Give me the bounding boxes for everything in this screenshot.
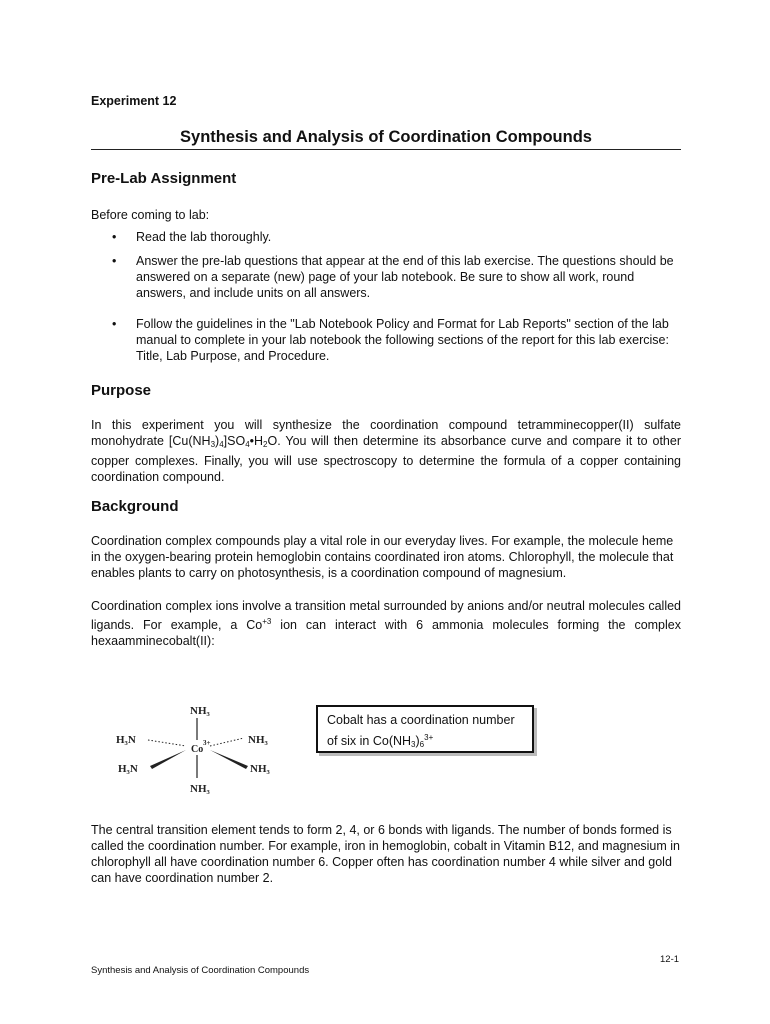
bond-right-lower-wedge [210,750,248,769]
bond-right-upper [210,738,244,746]
background-heading: Background [91,498,179,515]
bullet-icon: • [112,254,117,268]
bullet-text: Answer the pre-lab questions that appear at the end of this lab exercise. The questions should be answered on a separate (new) page of your lab notebook. Be sure to show all work, round answers, and include units on all answers. [136,254,674,300]
purpose-text: •H [249,434,264,448]
ligand-right-lower-label: NH₃ [250,763,270,775]
bond-left-lower-wedge [150,750,186,769]
subscript: 4 [245,440,250,449]
prelab-heading: Pre-Lab Assignment [91,170,237,187]
purpose-text: O. You will then determine its absorbance curve and compare it to other copper complexes. Finally, you will use spectroscopy to determine the formula of a copper containing coordination compound. [91,434,681,484]
background-paragraph-1: Coordination complex compounds play a vital role in our everyday lives. For example, the molecule heme in the oxygen-bearing protein hemoglobin contains coordinated iron atoms. Chlorophyll, the molecule that enables plants to carry on photosynthesis, is a coordination compound of magnesium. [91,534,674,580]
callout-line-2 [327,729,532,754]
prelab-intro: Before coming to lab: [91,208,210,222]
bond-left-upper [148,740,186,746]
superscript: +3 [262,617,272,626]
ligand-bottom-label: NH₃ [190,783,210,795]
cobalt-charge-label: 3+ [203,739,211,747]
background-text: Coordination complex ions involve a transition metal surrounded by anions and/or neutral molecules called ligands. For example, a Co [91,599,681,632]
purpose-text: In this experiment you will synthesize the coordination compound tetramminecopper(II) sulfate monohydrate [Cu(NH [91,418,681,448]
callout-text: of six in Co(NH [327,734,412,748]
subscript: 3 [411,740,416,749]
bullet-icon: • [112,230,117,244]
subscript: 6 [419,740,425,749]
subscript: 3 [210,440,216,449]
superscript: 3+ [424,733,434,742]
cobalt-center-label: Co [191,744,204,755]
purpose-heading: Purpose [91,382,152,399]
title-divider [91,149,681,150]
subscript: 2 [263,440,268,449]
purpose-paragraph [91,417,681,485]
coordination-callout-box [316,705,534,753]
bullet-text: Read the lab thoroughly. [136,230,272,244]
subscript: 4 [219,440,224,449]
callout-line-1: Cobalt has a coordination number [327,713,515,727]
background-text: ion can interact with 6 ammonia molecules forming the complex hexaamminecobalt(II): [91,618,681,648]
experiment-label: Experiment 12 [91,94,177,108]
ligand-left-lower-label: H₃N [118,763,138,775]
purpose-text: ) [215,434,220,448]
bullet-icon: • [112,317,117,331]
ligand-top-label: NH₃ [190,705,210,717]
page-title: Synthesis and Analysis of Coordination Compounds [180,128,592,146]
background-paragraph-3: The central transition element tends to form 2, 4, or 6 bonds with ligands. The number of bonds formed is called the coordination number. For example, iron in hemoglobin, cobalt in Vitamin B12, and magnesium in chlorophyll all have coordination number 6. Copper often has coordination number 4 while silver and gold can have coordination number 2. [91,823,680,885]
hexaamminecobalt-structure [110,700,290,800]
page-number: 12-1 [660,954,680,965]
ligand-right-upper-label: NH₃ [248,734,268,746]
footer-title: Synthesis and Analysis of Coordination Compounds [91,965,310,976]
ligand-left-upper-label: H₃N [116,734,136,746]
bullet-text: Follow the guidelines in the "Lab Notebook Policy and Format for Lab Reports" section of the lab manual to complete in your lab notebook the following sections of the report for this lab exercise: Title, Lab Purpose, and Procedure. [136,317,669,363]
purpose-text: ]SO [223,434,246,448]
background-paragraph-2 [91,598,681,649]
callout-text: ) [415,734,420,748]
